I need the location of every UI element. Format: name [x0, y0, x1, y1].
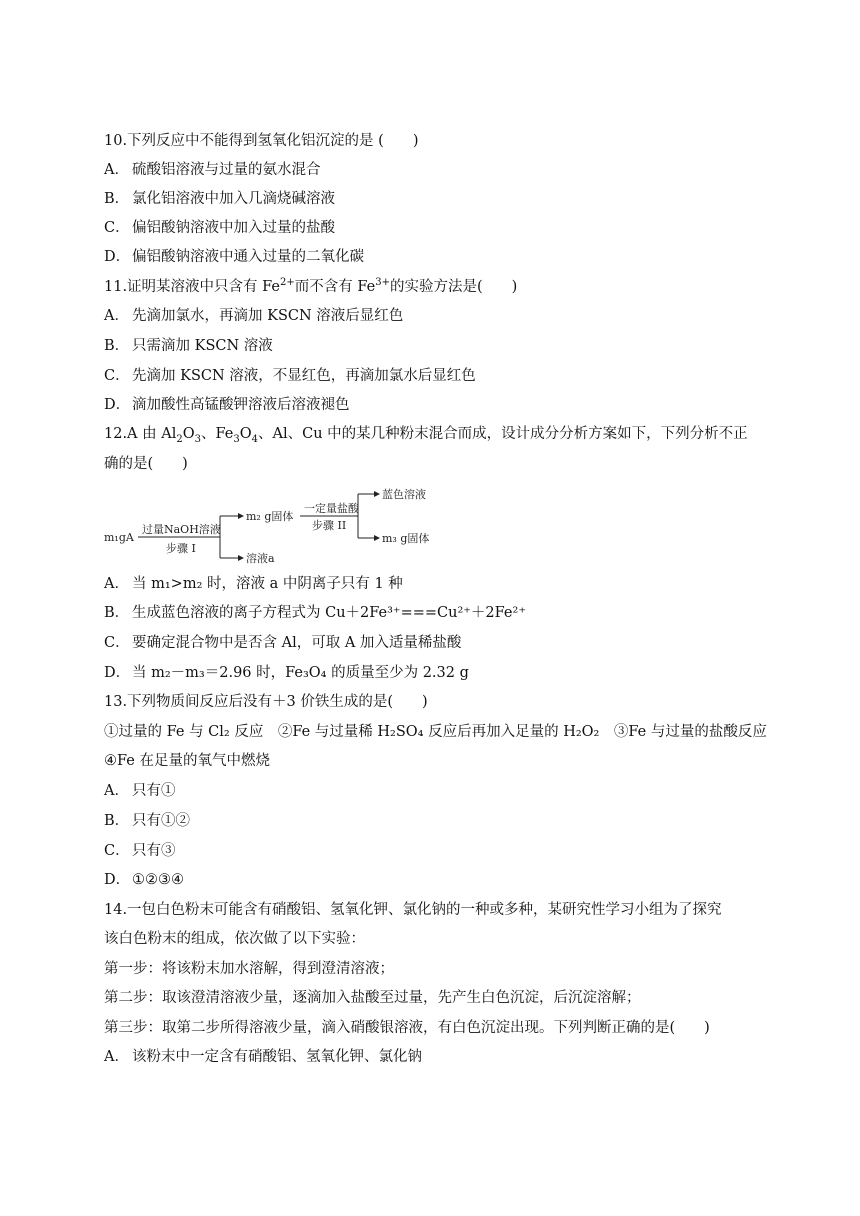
option-text: 只有③ [132, 843, 176, 859]
option-text: 只有①② [132, 813, 190, 829]
q10-option-a [104, 160, 321, 180]
option-text: 当 m₁>m₂ 时，溶液 a 中阴离子只有 1 种 [132, 576, 403, 592]
option-label: C． [104, 368, 130, 384]
diagram-start-label: m₁gA [104, 531, 134, 544]
q13-option-b [104, 811, 190, 831]
arrowhead-icon [374, 535, 380, 541]
arrowhead-icon [238, 555, 244, 561]
option-text: 偏铝酸钠溶液中加入过量的盐酸 [132, 220, 335, 236]
diagram-solid1: m₂ g固体 [246, 510, 294, 523]
q12-stem-part: 12.A 由 Al [104, 426, 177, 442]
option-label: A． [104, 162, 129, 178]
diagram-step1-name: 步骤 I [166, 542, 196, 555]
diagram-step2-reagent: 一定量盐酸 [304, 502, 359, 515]
q12-option-a [104, 574, 403, 594]
q12-option-d [104, 663, 469, 683]
q11-option-c [104, 366, 476, 386]
subscript: 3 [233, 433, 240, 445]
q14-step3: 第三步：取第二步所得溶液少量，滴入硝酸银溶液，有白色沉淀出现。下列判断正确的是( ) [104, 1020, 710, 1036]
option-label: D． [104, 665, 131, 681]
q10-stem: 10.下列反应中不能得到氢氧化铝沉淀的是 ( ) [104, 133, 419, 149]
q12-stem-part: O [239, 426, 252, 442]
arrowhead-icon [238, 513, 244, 519]
q14-stem-line1: 14.一包白色粉末可能含有硝酸铝、氢氧化钾、氯化钠的一种或多种，某研究性学习小组为了探究 [104, 902, 722, 918]
option-text: 先滴加 KSCN 溶液，不显红色，再滴加氯水后显红色 [132, 368, 476, 384]
option-text: 当 m₂－m₃＝2.96 时，Fe₃O₄ 的质量至少为 2.32 g [132, 665, 469, 681]
option-label: B． [104, 191, 130, 207]
q10-option-d [104, 247, 364, 267]
option-text: 只有① [132, 783, 176, 799]
q12-flow-diagram [104, 486, 444, 576]
q11-stem-sup: 2+ [280, 277, 295, 289]
diagram-step2-name: 步骤 II [312, 519, 347, 532]
diagram-blue-solution: 蓝色溶液 [382, 488, 426, 501]
q14-option-a [104, 1047, 422, 1067]
q12-stem-line2: 确的是( ) [104, 456, 188, 472]
subscript: 4 [251, 433, 258, 445]
option-label: B． [104, 813, 130, 829]
diagram-solid2: m₃ g固体 [382, 532, 430, 545]
q12-stem-part: 、Al、Cu 中的某几种粉末混合而成，设计成分分析方案如下，下列分析不正 [258, 426, 748, 442]
q11-stem-part: 11.证明某溶液中只含有 Fe [104, 279, 281, 295]
q13-items-line2: ④Fe 在足量的氧气中燃烧 [104, 753, 270, 769]
option-text: 要确定混合物中是否含 Al，可取 A 加入适量稀盐酸 [132, 635, 462, 651]
q10-option-c [104, 218, 335, 238]
option-text: 偏铝酸钠溶液中通入过量的二氧化碳 [132, 249, 364, 265]
option-text: 先滴加氯水，再滴加 KSCN 溶液后显红色 [132, 308, 404, 324]
q11-stem-sup: 3+ [375, 277, 390, 289]
option-label: C． [104, 220, 130, 236]
q14-step1: 第一步：将该粉末加水溶解，得到澄清溶液； [104, 961, 394, 977]
q12-stem-line1 [104, 424, 748, 444]
q13-option-d [104, 870, 184, 890]
q12-stem-part: 、Fe [201, 426, 234, 442]
q11-option-a [104, 306, 403, 326]
q13-option-c [104, 841, 176, 861]
option-label: D． [104, 872, 131, 888]
q13-option-a [104, 781, 176, 801]
option-label: A． [104, 783, 129, 799]
q12-option-c [104, 633, 461, 653]
option-text: 只需滴加 KSCN 溶液 [132, 338, 273, 354]
diagram-solution-a: 溶液a [246, 552, 275, 565]
q11-stem-part: 的实验方法是( ) [390, 279, 518, 295]
option-text: 氯化铝溶液中加入几滴烧碱溶液 [132, 191, 335, 207]
option-label: A． [104, 1049, 129, 1065]
option-text: ①②③④ [132, 872, 184, 888]
arrowhead-icon [374, 491, 380, 497]
option-text: 该粉末中一定含有硝酸铝、氢氧化钾、氯化钠 [132, 1049, 422, 1065]
option-text: 硫酸铝溶液与过量的氨水混合 [132, 162, 321, 178]
option-label: B． [104, 605, 130, 621]
q14-stem-line2: 该白色粉末的组成，依次做了以下实验： [104, 931, 365, 947]
q13-stem: 13.下列物质间反应后没有＋3 价铁生成的是( ) [104, 694, 428, 710]
q11-stem-part: 而不含有 Fe [294, 279, 376, 295]
option-label: D． [104, 249, 131, 265]
option-label: C． [104, 635, 130, 651]
diagram-step1-reagent: 过量NaOH溶液 [142, 523, 221, 536]
q12-option-b [104, 603, 526, 623]
option-text: 生成蓝色溶液的离子方程式为 Cu＋2Fe³⁺===Cu²⁺＋2Fe²⁺ [132, 605, 526, 621]
option-text: 滴加酸性高锰酸钾溶液后溶液褪色 [132, 397, 350, 413]
option-label: A． [104, 576, 129, 592]
option-label: C． [104, 843, 130, 859]
q11-stem [104, 277, 517, 297]
q12-stem-part: O [182, 426, 195, 442]
q13-items-line1: ①过量的 Fe 与 Cl₂ 反应 ②Fe 与过量稀 H₂SO₄ 反应后再加入足量的 H₂O₂ ③Fe 与过量的盐酸反应 [104, 724, 767, 740]
q14-step2: 第二步：取该澄清溶液少量，逐滴加入盐酸至过量，先产生白色沉淀，后沉淀溶解； [104, 990, 641, 1006]
option-label: B． [104, 338, 130, 354]
option-label: A． [104, 308, 129, 324]
q11-option-b [104, 336, 273, 356]
subscript: 3 [194, 433, 201, 445]
q10-option-b [104, 189, 335, 209]
q11-option-d [104, 395, 350, 415]
option-label: D． [104, 397, 131, 413]
subscript: 2 [176, 433, 183, 445]
